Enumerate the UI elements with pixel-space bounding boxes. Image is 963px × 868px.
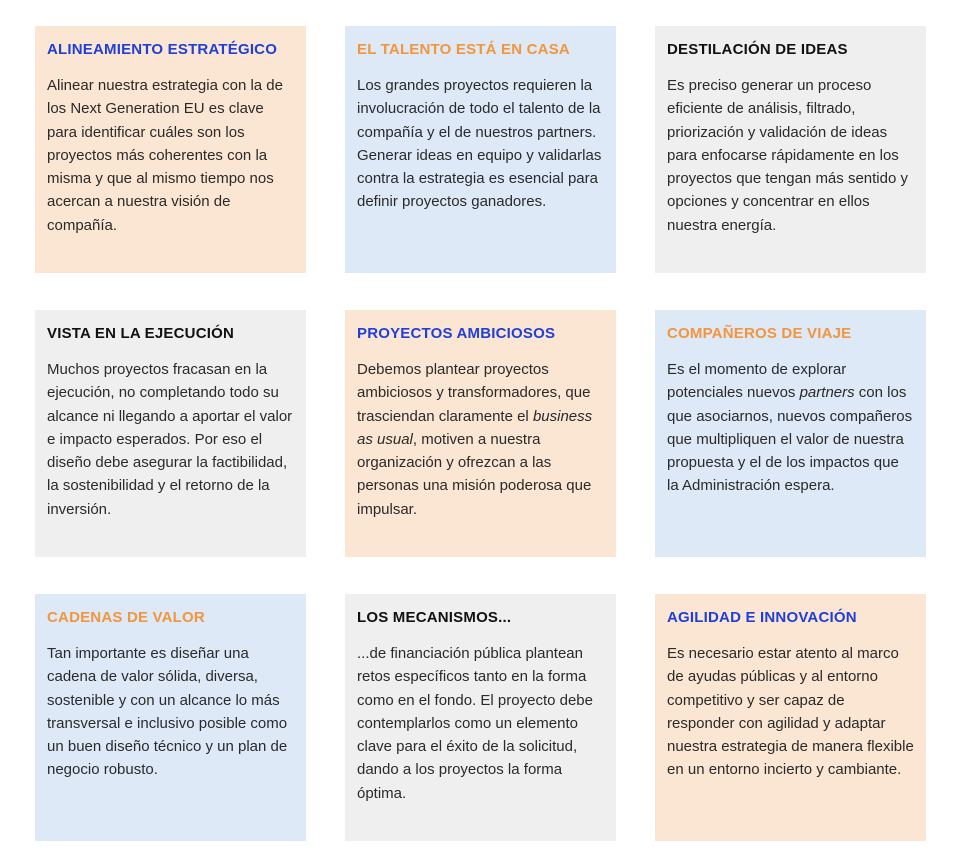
card-los-mecanismos [345, 594, 616, 841]
card-body-text: , motiven a nuestra organización y ofrezcan a las personas una misión poderosa que impulsar. [357, 430, 592, 518]
card-cadenas-de-valor [35, 594, 306, 841]
card-title: EL TALENTO ESTÁ EN CASA [357, 41, 570, 58]
card-title: CADENAS DE VALOR [47, 609, 205, 626]
card-body [357, 642, 604, 805]
card-companeros-de-viaje [655, 310, 926, 557]
card-el-talento-esta-en-casa [345, 26, 616, 273]
card-title: VISTA EN LA EJECUCIÓN [47, 325, 234, 342]
card-body [357, 358, 604, 521]
card-title: DESTILACIÓN DE IDEAS [667, 41, 848, 58]
card-body-text: Muchos proyectos fracasan en la ejecución, no completando todo su alcance ni llegando a aportar el valor e impacto esperados. Por eso el diseño debe asegurar la factibilidad, la sostenibilidad y el retorno de la inversión. [47, 361, 293, 518]
card-proyectos-ambiciosos [345, 310, 616, 557]
card-vista-en-la-ejecucion [35, 310, 306, 557]
card-agilidad-e-innovacion [655, 594, 926, 841]
cards-grid [35, 26, 926, 841]
card-body-emphasis: partners [799, 384, 855, 402]
card-body [667, 74, 914, 237]
card-body-text: Tan importante es diseñar una cadena de valor sólida, diversa, sostenible y con un alcance lo más transversal e inclusivo posible como un buen diseño técnico y un plan de negocio robusto. [47, 645, 288, 779]
card-body [667, 358, 914, 498]
card-body [47, 74, 294, 237]
card-body-text: ...de financiación pública plantean retos específicos tanto en la forma como en el fondo. El proyecto debe contemplarlos como un elemento clave para el éxito de la solicitud, dando a los proyectos la forma óptima. [357, 645, 593, 802]
card-body [47, 642, 294, 782]
card-body-text: Es necesario estar atento al marco de ayudas públicas y al entorno competitivo y ser capaz de responder con agilidad y adaptar nuestra estrategia de manera flexible en un entorno incierto y cambiante. [667, 645, 914, 779]
card-body-text: Debemos plantear proyectos ambiciosos y transformadores, que trasciendan claramente el [357, 361, 591, 425]
card-body-text: Es el momento de explorar potenciales nuevos [667, 361, 847, 402]
card-body-text: Los grandes proyectos requieren la involucración de todo el talento de la compañía y el de nuestros partners. Generar ideas en equipo y validarlas contra la estrategia es esencial para definir proyectos ganadores. [357, 77, 602, 211]
card-title: LOS MECANISMOS... [357, 609, 512, 626]
card-body-text: Alinear nuestra estrategia con la de los Next Generation EU es clave para identificar cuáles son los proyectos más coherentes con la misma y que al mismo tiempo nos acercan a nuestra visión de compañía. [47, 77, 283, 234]
card-destilacion-de-ideas [655, 26, 926, 273]
card-title: ALINEAMIENTO ESTRATÉGICO [47, 41, 278, 58]
card-body [47, 358, 294, 521]
card-body-text: Es preciso generar un proceso eficiente de análisis, filtrado, priorización y validación de ideas para enfocarse rápidamente en los proyectos que tengan más sentido y opciones y concentrar en ellos nuestra energía. [667, 77, 908, 234]
card-body [667, 642, 914, 782]
card-title: AGILIDAD E INNOVACIÓN [667, 609, 857, 626]
card-body-text: con los que asociarnos, nuevos compañeros que multipliquen el valor de nuestra propuesta y el de los impactos que la Administración espera. [667, 384, 913, 495]
card-body [357, 74, 604, 214]
card-title: COMPAÑEROS DE VIAJE [667, 325, 852, 342]
card-title: PROYECTOS AMBICIOSOS [357, 325, 556, 342]
card-alineamiento-estrategico [35, 26, 306, 273]
card-body-emphasis: business as usual [357, 407, 593, 448]
